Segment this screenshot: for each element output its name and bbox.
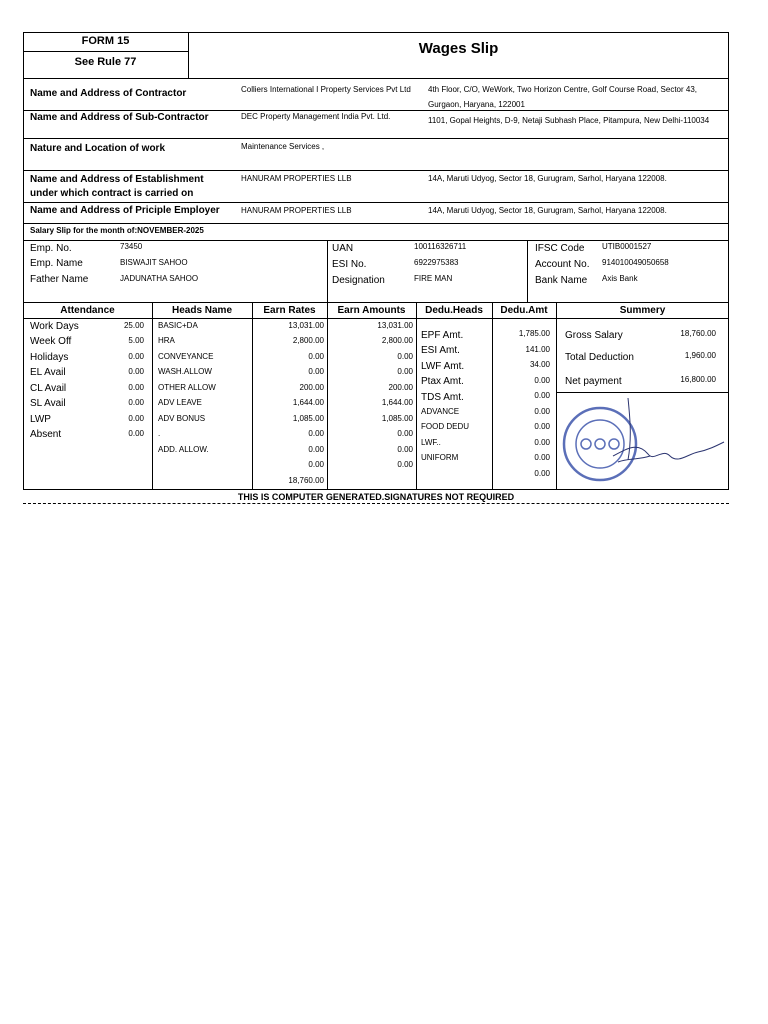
- page-title: Wages Slip: [418, 40, 499, 57]
- deduction-amount: 0.00: [534, 407, 550, 416]
- earn-rate: 1,085.00: [292, 414, 324, 423]
- divider: [527, 240, 528, 302]
- deduction-amount: 0.00: [534, 376, 550, 385]
- attendance-label: Absent: [30, 429, 62, 440]
- earn-amount: 0.00: [397, 460, 413, 469]
- contractor-address: 4th Floor, C/O, WeWork, Two Horizon Centre, Golf Course Road, Sector 43, Gurgaon, Haryana, 122001: [428, 85, 697, 109]
- attendance-label: SL Avail: [30, 398, 66, 409]
- deduction-head: UNIFORM: [421, 453, 459, 462]
- company-stamp-icon: [558, 398, 728, 488]
- deduction-head: EPF Amt.: [421, 330, 464, 341]
- divider: [416, 302, 417, 490]
- footer-note: THIS IS COMPUTER GENERATED.SIGNATURES NOT REQUIRED: [237, 492, 515, 502]
- divider: [556, 302, 557, 490]
- earn-amount: 0.00: [397, 367, 413, 376]
- earn-rate: 0.00: [308, 429, 324, 438]
- attendance-value: 25.00: [123, 321, 144, 330]
- divider: [23, 318, 729, 319]
- attendance-label: CL Avail: [30, 383, 67, 394]
- rule-label: See Rule 77: [74, 56, 137, 68]
- attendance-value: 0.00: [128, 414, 144, 423]
- deduction-amount: 0.00: [534, 453, 550, 462]
- divider: [23, 170, 729, 171]
- divider: [492, 302, 493, 490]
- gross-salary-value: 18,760.00: [680, 329, 716, 338]
- col-header-dedu-heads: Dedu.Heads: [425, 305, 483, 316]
- attendance-label: Holidays: [30, 352, 69, 363]
- divider: [327, 240, 328, 302]
- earning-head: HRA: [158, 336, 175, 345]
- father-name-label: Father Name: [30, 274, 89, 285]
- attendance-value: 0.00: [128, 367, 144, 376]
- divider: [23, 138, 729, 139]
- attendance-value: 0.00: [128, 429, 144, 438]
- sub-contractor-address: 1101, Gopal Heights, D-9, Netaji Subhash Place, Pitampura, New Delhi-110034: [428, 116, 710, 125]
- principal-employer-address: 14A, Maruti Udyog, Sector 18, Gurugram, Sarhol, Haryana 122008.: [428, 206, 667, 215]
- establishment-name: HANURAM PROPERTIES LLB: [241, 174, 352, 183]
- emp-no-value: 73450: [120, 242, 143, 251]
- earn-amount: 0.00: [397, 352, 413, 361]
- work-nature-label: Nature and Location of work: [30, 143, 166, 154]
- divider: [23, 51, 188, 52]
- emp-name-label: Emp. Name: [30, 258, 83, 269]
- deduction-amount: 141.00: [525, 345, 550, 354]
- deduction-head: TDS Amt.: [421, 392, 464, 403]
- earn-amount: 200.00: [388, 383, 413, 392]
- net-payment-label: Net payment: [565, 376, 622, 387]
- attendance-value: 0.00: [128, 352, 144, 361]
- designation-label: Designation: [332, 275, 385, 286]
- attendance-label: EL Avail: [30, 367, 66, 378]
- attendance-label: LWP: [30, 414, 51, 425]
- deduction-head: LWF..: [421, 438, 441, 447]
- col-header-attendance: Attendance: [60, 305, 115, 316]
- earn-amount: 1,085.00: [381, 414, 413, 423]
- work-nature-value: Maintenance Services ,: [241, 142, 325, 151]
- col-header-earn-rates: Earn Rates: [263, 305, 316, 316]
- deduction-amount: 34.00: [529, 360, 550, 369]
- attendance-label: Week Off: [30, 336, 72, 347]
- emp-name-value: BISWAJIT SAHOO: [120, 258, 188, 267]
- earning-head: CONVEYANCE: [158, 352, 214, 361]
- attendance-value: 0.00: [128, 398, 144, 407]
- divider: [556, 392, 729, 393]
- attendance-value: 5.00: [128, 336, 144, 345]
- earn-rate: 0.00: [308, 460, 324, 469]
- divider: [23, 78, 729, 79]
- earning-head: OTHER ALLOW: [158, 383, 216, 392]
- divider: [152, 302, 153, 490]
- divider: [23, 240, 729, 241]
- earn-rate: 0.00: [308, 352, 324, 361]
- earn-rate: 0.00: [308, 445, 324, 454]
- total-deduction-value: 1,960.00: [684, 351, 716, 360]
- attendance-value: 0.00: [128, 383, 144, 392]
- bank-value: Axis Bank: [602, 274, 638, 283]
- ifsc-label: IFSC Code: [535, 243, 585, 254]
- establishment-label: Name and Address of Establishment under which contract is carried on: [30, 174, 204, 199]
- earning-head: ADD. ALLOW.: [158, 445, 209, 454]
- father-name-value: JADUNATHA SAHOO: [120, 274, 199, 283]
- uan-label: UAN: [332, 243, 354, 254]
- tear-line: [23, 503, 729, 504]
- net-payment-value: 16,800.00: [680, 375, 716, 384]
- earn-amount: 0.00: [397, 445, 413, 454]
- account-label: Account No.: [535, 259, 590, 270]
- attendance-label: Work Days: [30, 321, 79, 332]
- divider: [23, 202, 729, 203]
- total-deduction-label: Total Deduction: [565, 352, 634, 363]
- col-header-heads: Heads Name: [171, 305, 233, 316]
- principal-employer-label: Name and Address of Priciple Employer: [30, 205, 220, 216]
- earning-head: ADV LEAVE: [158, 398, 202, 407]
- sub-contractor-label: Name and Address of Sub-Contractor: [30, 112, 209, 123]
- earn-rate: 200.00: [299, 383, 324, 392]
- sub-contractor-name: DEC Property Management India Pvt. Ltd.: [241, 112, 391, 121]
- earn-amount: 1,644.00: [381, 398, 413, 407]
- contractor-label: Name and Address of Contractor: [30, 88, 187, 99]
- salary-month: Salary Slip for the month of:NOVEMBER-2025: [30, 226, 204, 235]
- earn-rate: 13,031.00: [288, 321, 324, 330]
- divider: [252, 302, 253, 490]
- deduction-head: Ptax Amt.: [421, 376, 464, 387]
- deduction-head: LWF Amt.: [421, 361, 465, 372]
- deduction-amount: 0.00: [534, 422, 550, 431]
- esi-value: 6922975383: [414, 258, 459, 267]
- deduction-amount: 0.00: [534, 469, 550, 478]
- deduction-amount: 0.00: [534, 391, 550, 400]
- gross-salary-label: Gross Salary: [565, 330, 623, 341]
- earn-rate: 2,800.00: [292, 336, 324, 345]
- principal-employer-name: HANURAM PROPERTIES LLB: [241, 206, 352, 215]
- esi-label: ESI No.: [332, 259, 367, 270]
- emp-no-label: Emp. No.: [30, 243, 72, 254]
- earning-head: ADV BONUS: [158, 414, 206, 423]
- col-header-earn-amounts: Earn Amounts: [337, 305, 406, 316]
- deduction-head: ESI Amt.: [421, 345, 460, 356]
- divider: [23, 302, 729, 303]
- earn-amount: 2,800.00: [381, 336, 413, 345]
- earning-head: BASIC+DA: [158, 321, 198, 330]
- col-header-dedu-amt: Dedu.Amt: [500, 305, 548, 316]
- deduction-amount: 0.00: [534, 438, 550, 447]
- deduction-head: ADVANCE: [421, 407, 460, 416]
- uan-value: 100116326711: [414, 242, 467, 251]
- designation-value: FIRE MAN: [414, 274, 453, 283]
- establishment-address: 14A, Maruti Udyog, Sector 18, Gurugram, Sarhol, Haryana 122008.: [428, 174, 667, 183]
- earn-rate: 0.00: [308, 367, 324, 376]
- col-header-summary: Summery: [619, 305, 666, 316]
- form-number: FORM 15: [81, 35, 130, 47]
- earn-rate: 1,644.00: [292, 398, 324, 407]
- divider: [23, 223, 729, 224]
- earn-rate-total: 18,760.00: [288, 476, 324, 485]
- earn-amount: 0.00: [397, 429, 413, 438]
- bank-label: Bank Name: [535, 275, 588, 286]
- account-value: 914010049050658: [602, 258, 669, 267]
- deduction-head: FOOD DEDU: [421, 422, 469, 431]
- contractor-name: Colliers International I Property Services Pvt Ltd: [241, 85, 411, 94]
- earning-head: WASH.ALLOW: [158, 367, 212, 376]
- divider: [327, 302, 328, 490]
- earn-amount: 13,031.00: [377, 321, 413, 330]
- ifsc-value: UTIB0001527: [602, 242, 652, 251]
- deduction-amount: 1,785.00: [518, 329, 550, 338]
- earning-head: .: [158, 429, 161, 438]
